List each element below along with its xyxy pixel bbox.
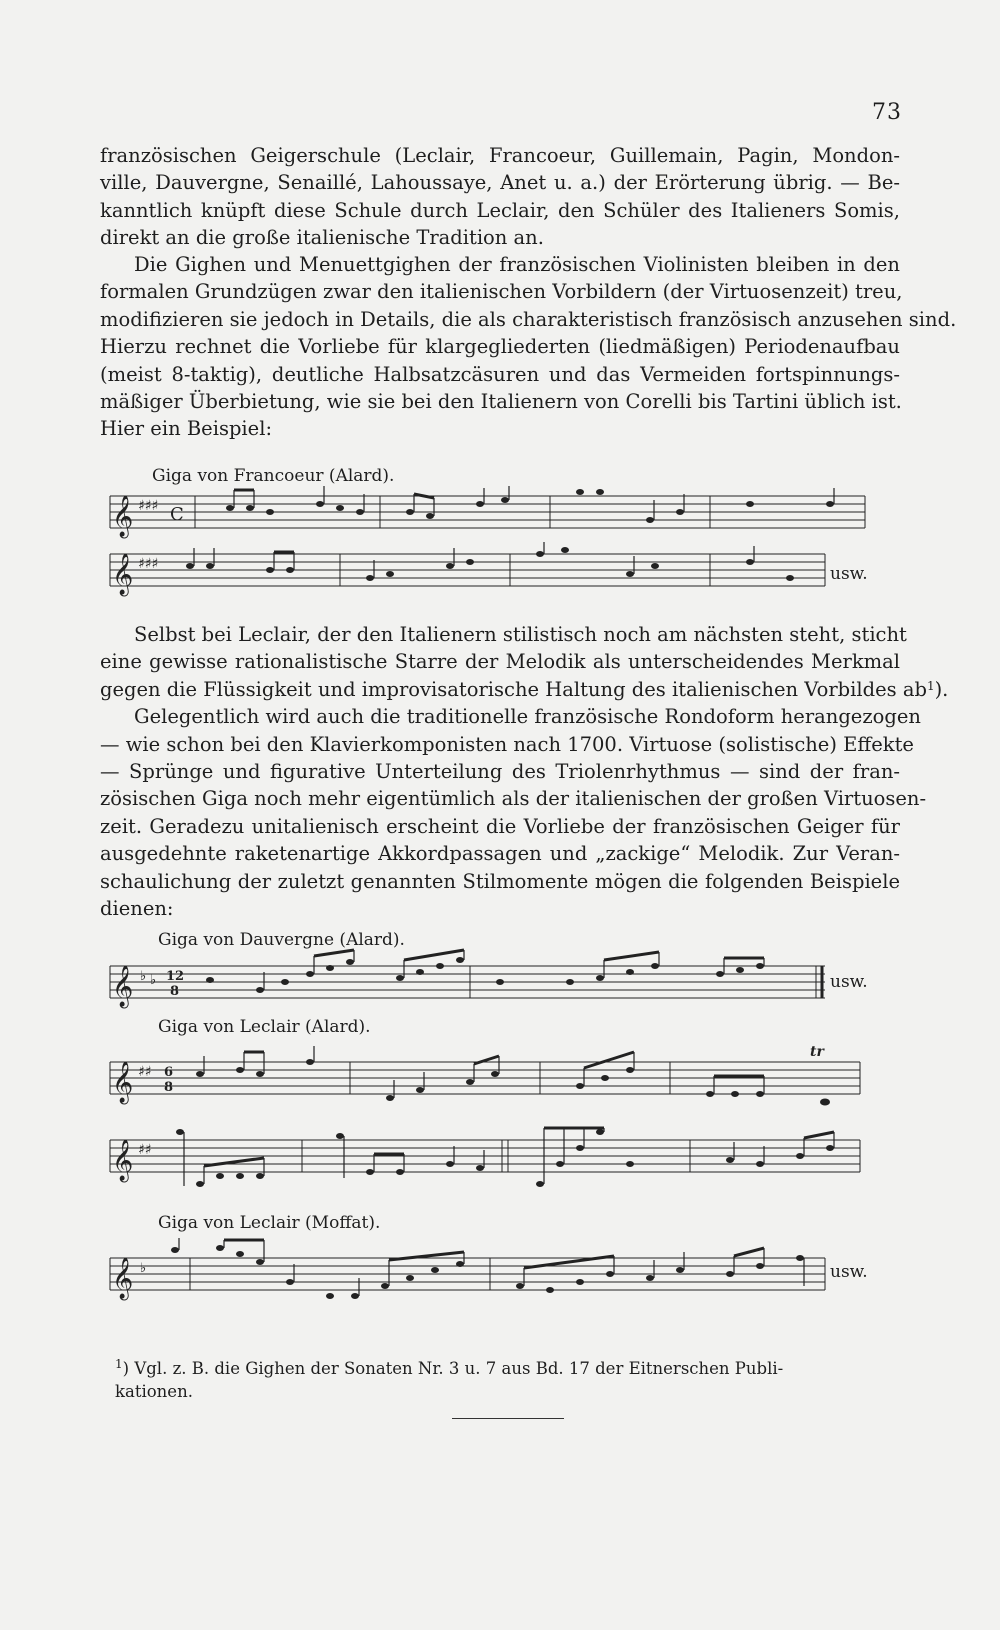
music-staff bbox=[110, 1130, 870, 1190]
time-signature-bottom: 8 bbox=[164, 1080, 174, 1095]
paragraph-1 bbox=[100, 142, 900, 252]
svg-text:𝄞: 𝄞 bbox=[112, 554, 134, 595]
svg-text:♯♯♯: ♯♯♯ bbox=[138, 498, 159, 514]
footnote-rule bbox=[452, 1418, 564, 1419]
usw-label: usw. bbox=[830, 564, 868, 584]
text-fragment: ) Vgl. z. B. die Gighen der Sonaten Nr. 3 u. 7 aus Bd. 17 der Eitnerschen Publi- bbox=[122, 1359, 784, 1378]
text-line: Hier ein Beispiel: bbox=[100, 417, 273, 441]
time-signature-top: 6 bbox=[164, 1065, 174, 1080]
text-line: zösischen Giga noch mehr eigentümlich als der italienischen der großen Virtuosen- bbox=[100, 787, 927, 811]
text-line: ausgedehnte raketenartige Akkordpassagen und „zackige“ Melodik. Zur Veran- bbox=[100, 842, 900, 866]
text-line: Die Gighen und Menuettgighen der französischen Violinisten bleiben in den bbox=[134, 253, 900, 276]
text-line: — wie schon bei den Klavierkomponisten nach 1700. Virtuose (solistische) Effekte bbox=[100, 732, 914, 756]
text-line: Selbst bei Leclair, der den Italienern stilistisch noch am nächsten steht, sticht bbox=[134, 623, 907, 646]
text-line: mäßiger Überbietung, wie sie bei den Italienern von Corelli bis Tartini üblich ist. bbox=[100, 390, 902, 414]
svg-text:♯♯: ♯♯ bbox=[138, 1064, 152, 1080]
time-signature-top: 12 bbox=[166, 969, 185, 984]
example-caption: Giga von Francoeur (Alard). bbox=[152, 466, 395, 486]
svg-text:𝄞: 𝄞 bbox=[112, 966, 134, 1007]
footnote bbox=[115, 1357, 910, 1403]
text-line: kanntlich knüpft diese Schule durch Leclair, den Schüler des Italieners Somis, bbox=[100, 198, 900, 222]
svg-text:♯♯: ♯♯ bbox=[138, 1142, 152, 1158]
svg-text:♭: ♭ bbox=[140, 969, 147, 984]
text-line: modifizieren sie jedoch in Details, die als charakteristisch französisch anzusehen sind. bbox=[100, 307, 957, 331]
music-staff bbox=[110, 490, 870, 537]
page-number: 73 bbox=[872, 100, 902, 125]
svg-text:♭: ♭ bbox=[140, 1261, 147, 1276]
text-line: formalen Grundzügen zwar den italienischen Vorbildern (der Virtuosenzeit) treu, bbox=[100, 280, 903, 304]
footnote-number: 1 bbox=[115, 1357, 123, 1371]
svg-text:♭: ♭ bbox=[150, 973, 157, 988]
svg-text:C: C bbox=[170, 504, 184, 525]
paragraph-2 bbox=[100, 251, 957, 443]
text-line: — Sprünge und figurative Unterteilung des Triolenrhythmus — sind der fran- bbox=[100, 760, 900, 784]
svg-text:𝄞: 𝄞 bbox=[112, 1258, 134, 1299]
text-line: direkt an die große italienische Tradition an. bbox=[100, 226, 544, 250]
footnote-line bbox=[115, 1357, 910, 1380]
text-fragment: gegen die Flüssigkeit und improvisatorische Haltung des italienischen Vorbildes ab bbox=[100, 677, 927, 701]
svg-text:𝄞: 𝄞 bbox=[112, 1062, 134, 1103]
music-staff bbox=[110, 1044, 870, 1108]
music-staff bbox=[110, 958, 830, 1006]
example-caption: Giga von Leclair (Alard). bbox=[158, 1017, 371, 1037]
music-staff bbox=[110, 1246, 830, 1300]
trill-mark: tr bbox=[810, 1044, 824, 1060]
svg-text:♯♯♯: ♯♯♯ bbox=[138, 556, 159, 572]
text-line: schaulichung der zuletzt genannten Stilmomente mögen die folgenden Beispiele bbox=[100, 869, 900, 893]
text-line: Gelegentlich wird auch die traditionelle französische Rondoform herangezogen bbox=[134, 705, 921, 729]
svg-text:𝄞: 𝄞 bbox=[112, 496, 134, 537]
footnote-ref[interactable]: 1 bbox=[926, 678, 935, 693]
text-line: (meist 8-taktig), deutliche Halbsatzcäsuren und das Vermeiden fortspinnungs- bbox=[100, 362, 900, 386]
text-line: ville, Dauvergne, Senaillé, Lahoussaye, Anet u. a.) der Erörterung übrig. — Be- bbox=[100, 171, 900, 195]
time-signature-bottom: 8 bbox=[170, 984, 180, 999]
music-staff bbox=[110, 548, 870, 595]
text-line: dienen: bbox=[100, 897, 174, 921]
footnote-line: kationen. bbox=[115, 1382, 193, 1401]
usw-label: usw. bbox=[830, 972, 868, 992]
text-line: eine gewisse rationalistische Starre der Melodik als unterscheidendes Merkmal bbox=[100, 650, 900, 674]
text-line bbox=[100, 676, 949, 703]
usw-label: usw. bbox=[830, 1262, 868, 1282]
paragraph-3 bbox=[100, 621, 949, 922]
text-line: französischen Geigerschule (Leclair, Francoeur, Guillemain, Pagin, Mondon- bbox=[100, 144, 900, 167]
text-line: zeit. Geradezu unitalienisch erscheint die Vorliebe der französischen Geiger für bbox=[100, 814, 900, 838]
svg-text:𝄞: 𝄞 bbox=[112, 1140, 134, 1181]
example-caption: Giga von Dauvergne (Alard). bbox=[158, 930, 405, 950]
example-caption: Giga von Leclair (Moffat). bbox=[158, 1213, 381, 1233]
text-line: Hierzu rechnet die Vorliebe für klargegliederten (liedmäßigen) Periodenaufbau bbox=[100, 335, 900, 359]
text-fragment: ). bbox=[934, 677, 949, 701]
